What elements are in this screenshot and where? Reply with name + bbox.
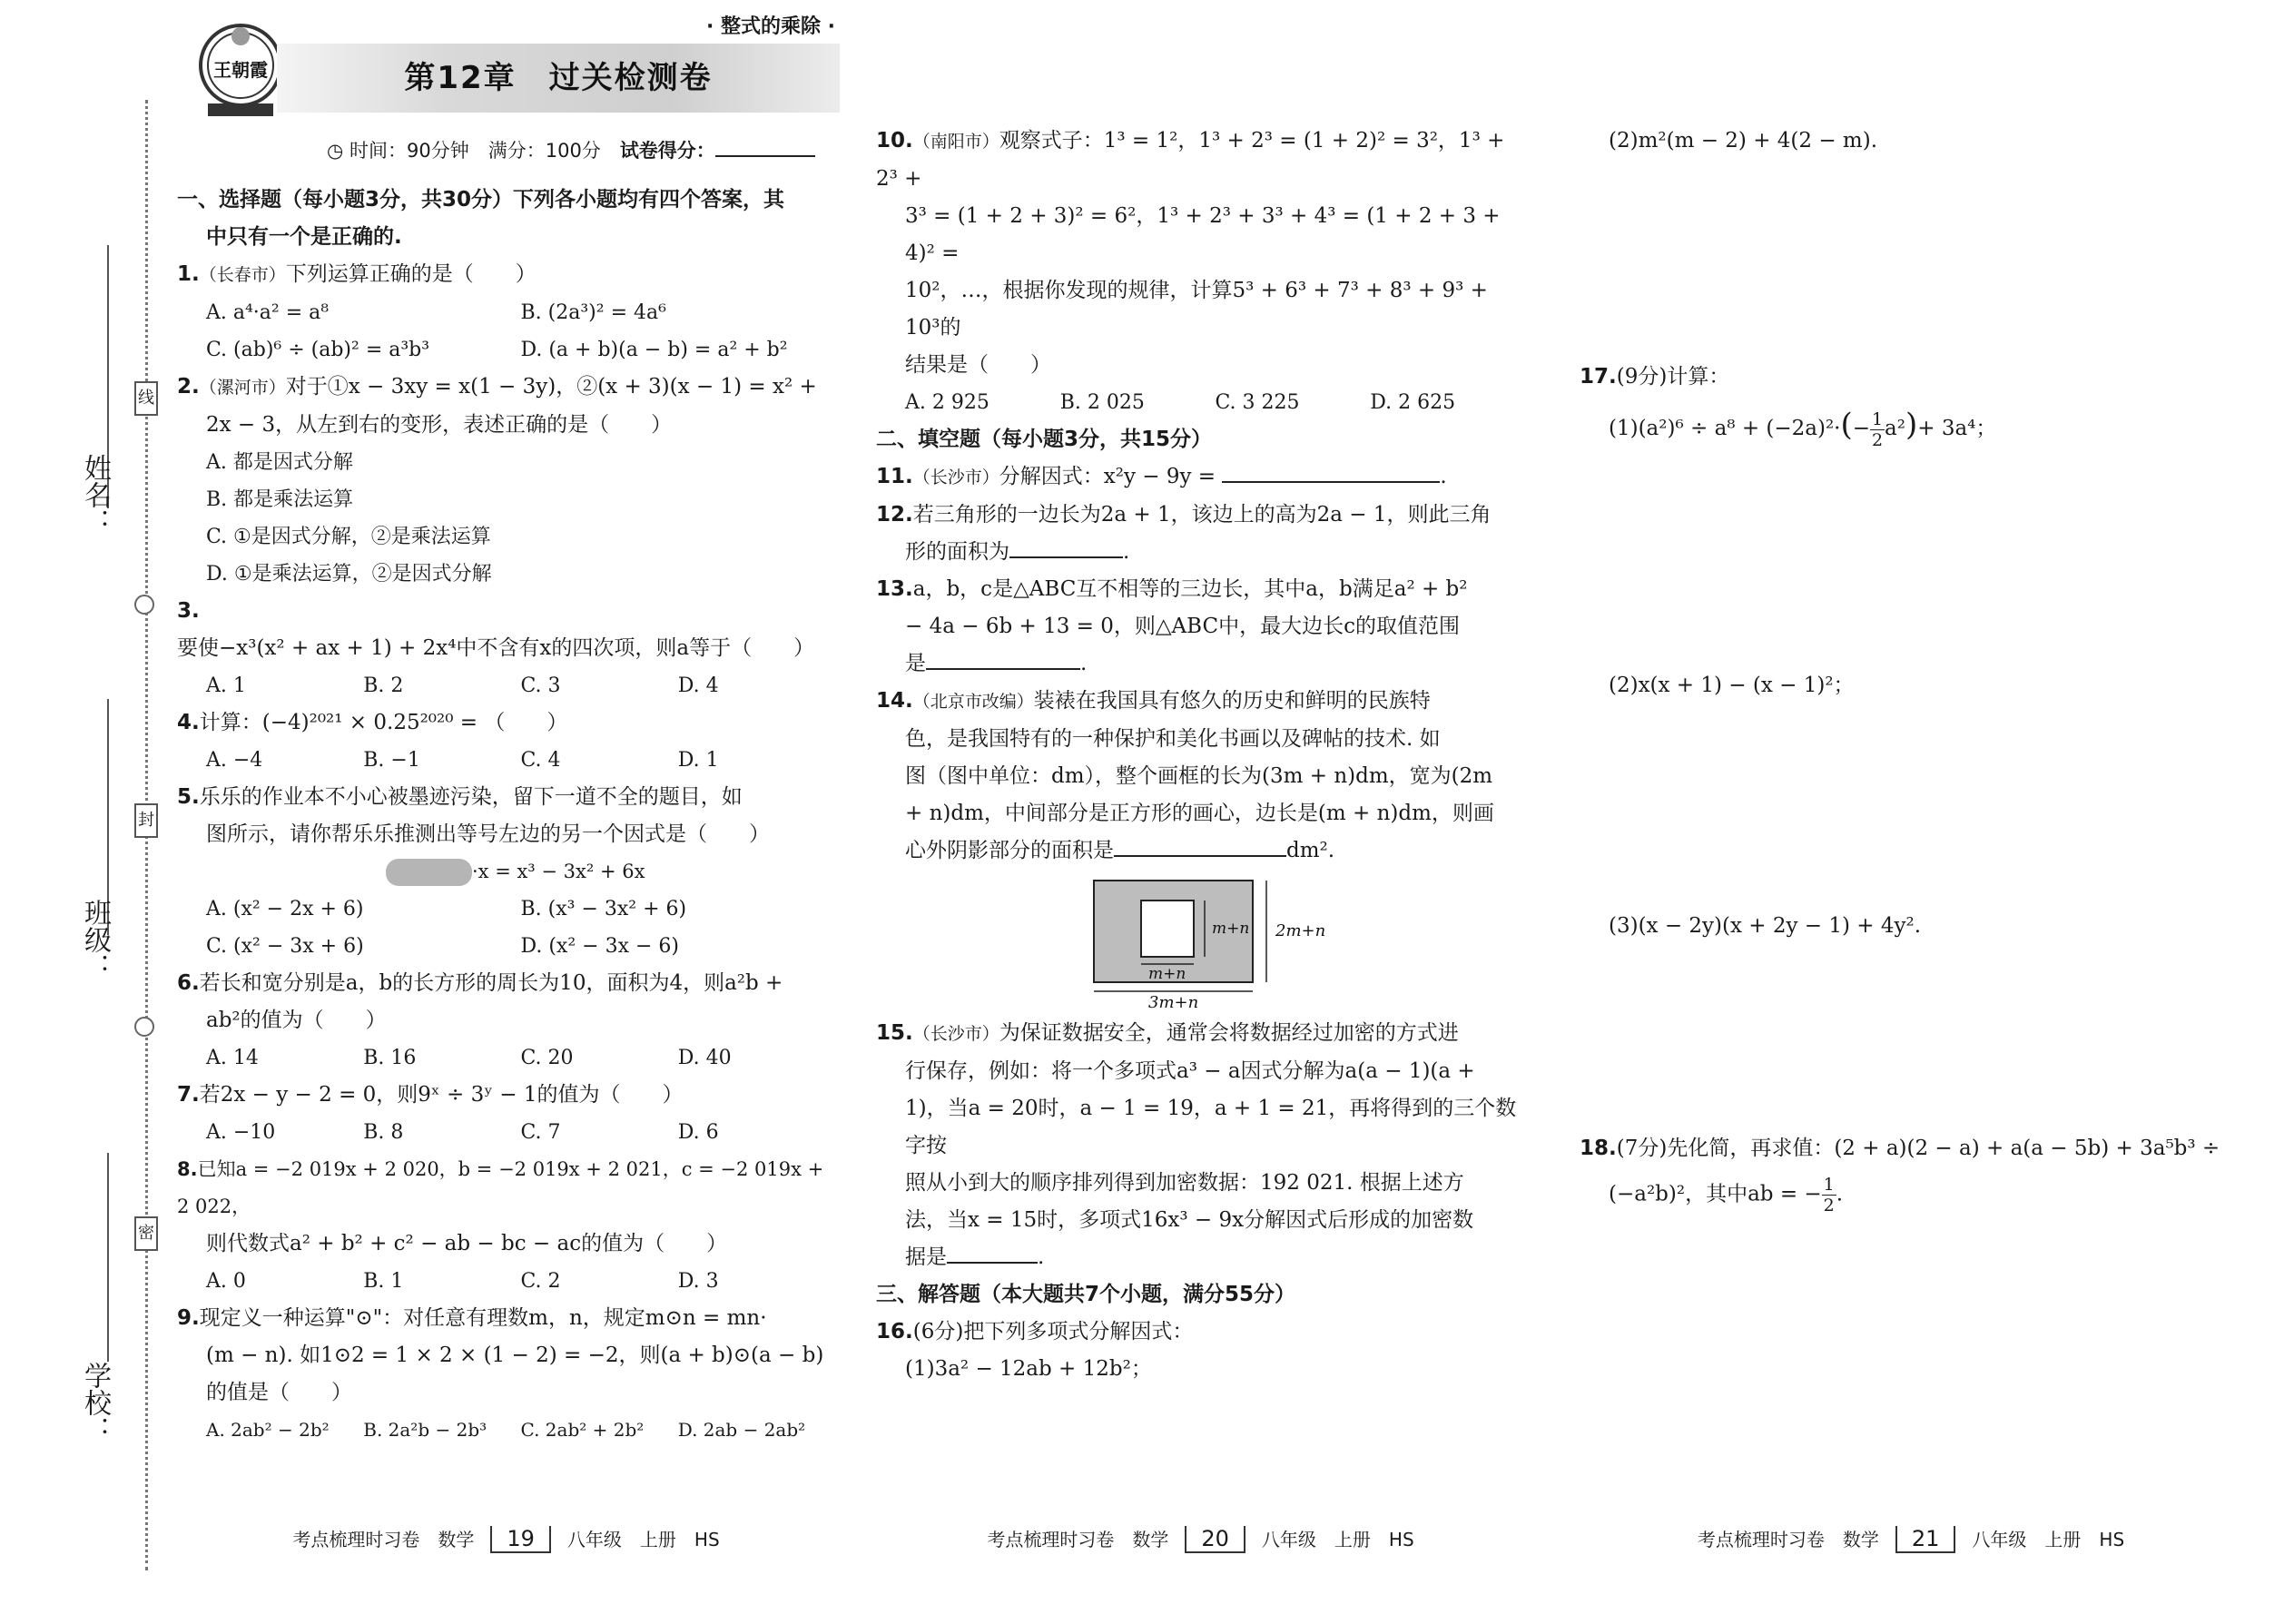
question-1: 1.（长春市）下列运算正确的是（ ） A. a⁴·a² = a⁸ B. (2a³)² = 4a⁶ C. (ab)⁶ ÷ (ab)² = a³b³ D. (a + b)(a − b) = a² + b² [177,262,788,361]
question-4: 4.计算：(−4)²⁰²¹ × 0.25²⁰²⁰ = （ ） A. −4 B. −1 C. 4 D. 1 [177,711,719,772]
seal-mark-close: 密 [134,1216,158,1251]
fraction: $\frac{1}{2}$ [1872,408,1884,450]
answer-blank[interactable] [1009,556,1123,558]
page-number: 20 [1185,1526,1245,1553]
question-7: 7.若2x − y − 2 = 0，则9ˣ ÷ 3ʸ − 1的值为（ ） A. −10 B. 8 C. 7 D. 6 [177,1083,719,1144]
binding-margin [0,0,172,1624]
question-8: 8.已知a = −2 019x + 2 020，b = −2 019x + 2 021，c = −2 019x + 2 022， 则代数式a² + b² + c² − ab − bc − ac的值为（ ） A. 0 B. 1 C. 2 D. 3 [177,1158,824,1293]
school-underline [107,1153,109,1362]
inner-height-label: m+n [1212,920,1250,938]
question-5: 5.乐乐的作业本不小心被墨迹污染，留下一道不全的题目，如 图所示，请你帮乐乐推测出等号左边的另一个因式是（ ） ·x = x³ − 3x² + 6x A. (x² − 2x + 6) B. (x³ − 3x² + 6) C. (x² − 3x + 6) D. (x² − 3x − 6) [177,779,835,965]
page-footer: 考点梳理时习卷 数学 19 八年级 上册 HS [292,1526,720,1551]
school-label: 学校： [79,1362,111,1443]
topic-label: · 整式的乘除 · [705,15,835,38]
frame-figure [876,873,1525,1009]
question-2: 2.（漯河市）对于①x − 3xy = x(1 − 3y)，②(x + 3)(x − 1) = x² + 2x − 3，从左到右的变形，表述正确的是（ ） A. 都是因式分解 B. 都是乘法运算 C. ①是因式分解，②是乘法运算 D. ①是乘法运算，②是因式分解 [177,375,817,586]
page-footer: 考点梳理时习卷 数学 21 八年级 上册 HS [1697,1526,2125,1551]
question-13: 13.a，b，c是△ABC互不相等的三边长，其中a，b满足a² + b² − 4a − 6b + 13 = 0，则△ABC中，最大边长c的取值范围 是 . [876,577,1468,675]
page-20 [876,0,1525,1624]
question-17: 17.(9分)计算： (1)(a²)⁶ ÷ a⁸ + (−2a)²·(− $\frac{1}{2}$ a²)+ 3a⁴； (2)x(x + 1) − (x − 1)²； (3)(x − 2y)(x + 2y − 1) + 4y². [1580,365,1997,938]
answer-blank[interactable] [947,1262,1038,1264]
section-2-heading: 二、填空题（每小题3分，共15分） [876,428,1213,451]
question-15: 15.（长沙市）为保证数据安全，通常会将数据经过加密的方式进 行保存，例如：将一个多项式a³ − a因式分解为a(a − 1)(a + 1)，当a = 20时，a − 1 = 19，a + 1 = 21，再将得到的三个数字按 照从小到大的顺序排列得到加密数据：192 021. 根据上述方 法，当x = 15时，多项式16x³ − 9x分解因式后形成的加密数 据是 . [876,1021,1517,1269]
frame-diagram [876,873,1525,1009]
score-blank[interactable] [715,155,815,157]
section-3-heading: 三、解答题（本大题共7个小题，满分55分） [876,1283,1296,1306]
svg-text:王朝霞: 王朝霞 [213,59,268,81]
page-header [177,0,835,182]
brand-logo-icon [195,9,286,127]
clock-icon: ◷ [327,140,350,162]
seal-mark-line: 线 [134,381,158,416]
question-3: 3.要使−x³(x² + ax + 1) + 2x⁴中不含有x的四次项，则a等于（ ） A. 1 B. 2 C. 3 D. 4 [177,599,815,697]
binding-ring-icon [134,1017,154,1037]
frame-width-label: 3m+n [1148,993,1199,1009]
page-19 [177,0,835,1624]
answer-blank[interactable] [1222,481,1440,483]
binding-ring-icon [134,595,154,615]
fraction: $\frac{1}{2}$ [1823,1175,1835,1216]
page-footer: 考点梳理时习卷 数学 20 八年级 上册 HS [987,1526,1414,1551]
ink-blot [386,859,472,886]
inner-square [1141,901,1194,957]
question-9: 9.现定义一种运算"⊙"：对任意有理数m，n，规定m⊙n = mn· (m − n). 如1⊙2 = 1 × 2 × (1 − 2) = −2，则(a + b)⊙(a − b) 的值是（ ） A. 2ab² − 2b² B. 2a²b − 2b³ C. 2ab² + 2b² D. 2ab − 2ab² [177,1306,824,1441]
question-12: 12.若三角形的一边长为2a + 1，该边上的高为2a − 1，则此三角 形的面积为 . [876,503,1492,564]
question-10: 10.（南阳市）观察式子：1³ = 1²，1³ + 2³ = (1 + 2)² = 3²，1³ + 2³ + 3³ = (1 + 2 + 3)² = 6²，1³ + 2³ + 3³ + 4³ = (1 + 2 + 3 + 4)² = 10²，…，根据你发现的规律，计算5³ + 6³ + 7³ + 8³ + 9³ + 10³的 结果是（ ） A. 2 925 B. 2 025 C. 3 225 D. 2 625 [876,129,1505,414]
name-label: 姓名： [79,454,111,536]
exam-meta [327,136,815,163]
chapter-title: 第12章 过关检测卷 [404,60,713,96]
score-label: 试卷得分： [619,140,715,162]
page-number: 21 [1895,1526,1956,1553]
chapter-banner [277,44,840,113]
question-14: 14.（北京市改编）装裱在我国具有悠久的历史和鲜明的民族特 色，是我国特有的一种保护和美化书画以及碑帖的技术. 如 图（图中单位：dm），整个画框的长为(3m + n)dm，宽为(2m + n)dm，中间部分是正方形的画心，边长是(m + n)dm，则画 心外阴影部分的面积是 dm². m+n m+n 2m+n 3m+n [876,683,1525,1009]
question-16-part-2: (2)m²(m − 2) + 4(2 − m). [1609,129,1878,153]
question-18: 18.(7分)先化简，再求值：(2 + a)(2 − a) + a(a − 5b) + 3a⁵b³ ÷ (−a²b)²，其中ab = − $\frac{1}{2}$ . [1580,1137,2220,1216]
answer-blank[interactable] [1114,855,1286,857]
section-1-heading: 一、选择题（每小题3分，共30分）下列各小题均有四个答案，其 中只有一个是正确的. [177,188,785,249]
frame-height-label: 2m+n [1275,921,1326,940]
question-16: 16.(6分)把下列多项式分解因式： (1)3a² − 12ab + 12b²； [876,1320,1194,1381]
inner-width-label: m+n [1148,965,1186,983]
question-11: 11.（长沙市）分解因式：x²y − 9y = . [876,465,1447,488]
answer-blank[interactable] [926,668,1080,670]
seal-mark-seal: 封 [134,803,158,838]
question-6: 6.若长和宽分别是a，b的长方形的周长为10，面积为4，则a²b + ab²的值为（ ） A. 14 B. 16 C. 20 D. 40 [177,971,783,1069]
ink-blot-formula: ·x = x³ − 3x² + 6x [177,853,835,891]
page-21 [1580,0,2242,1624]
class-label: 班级： [79,899,111,980]
time-score-text: 时间：90分钟 满分：100分 [350,140,620,162]
page-number: 19 [490,1526,551,1553]
